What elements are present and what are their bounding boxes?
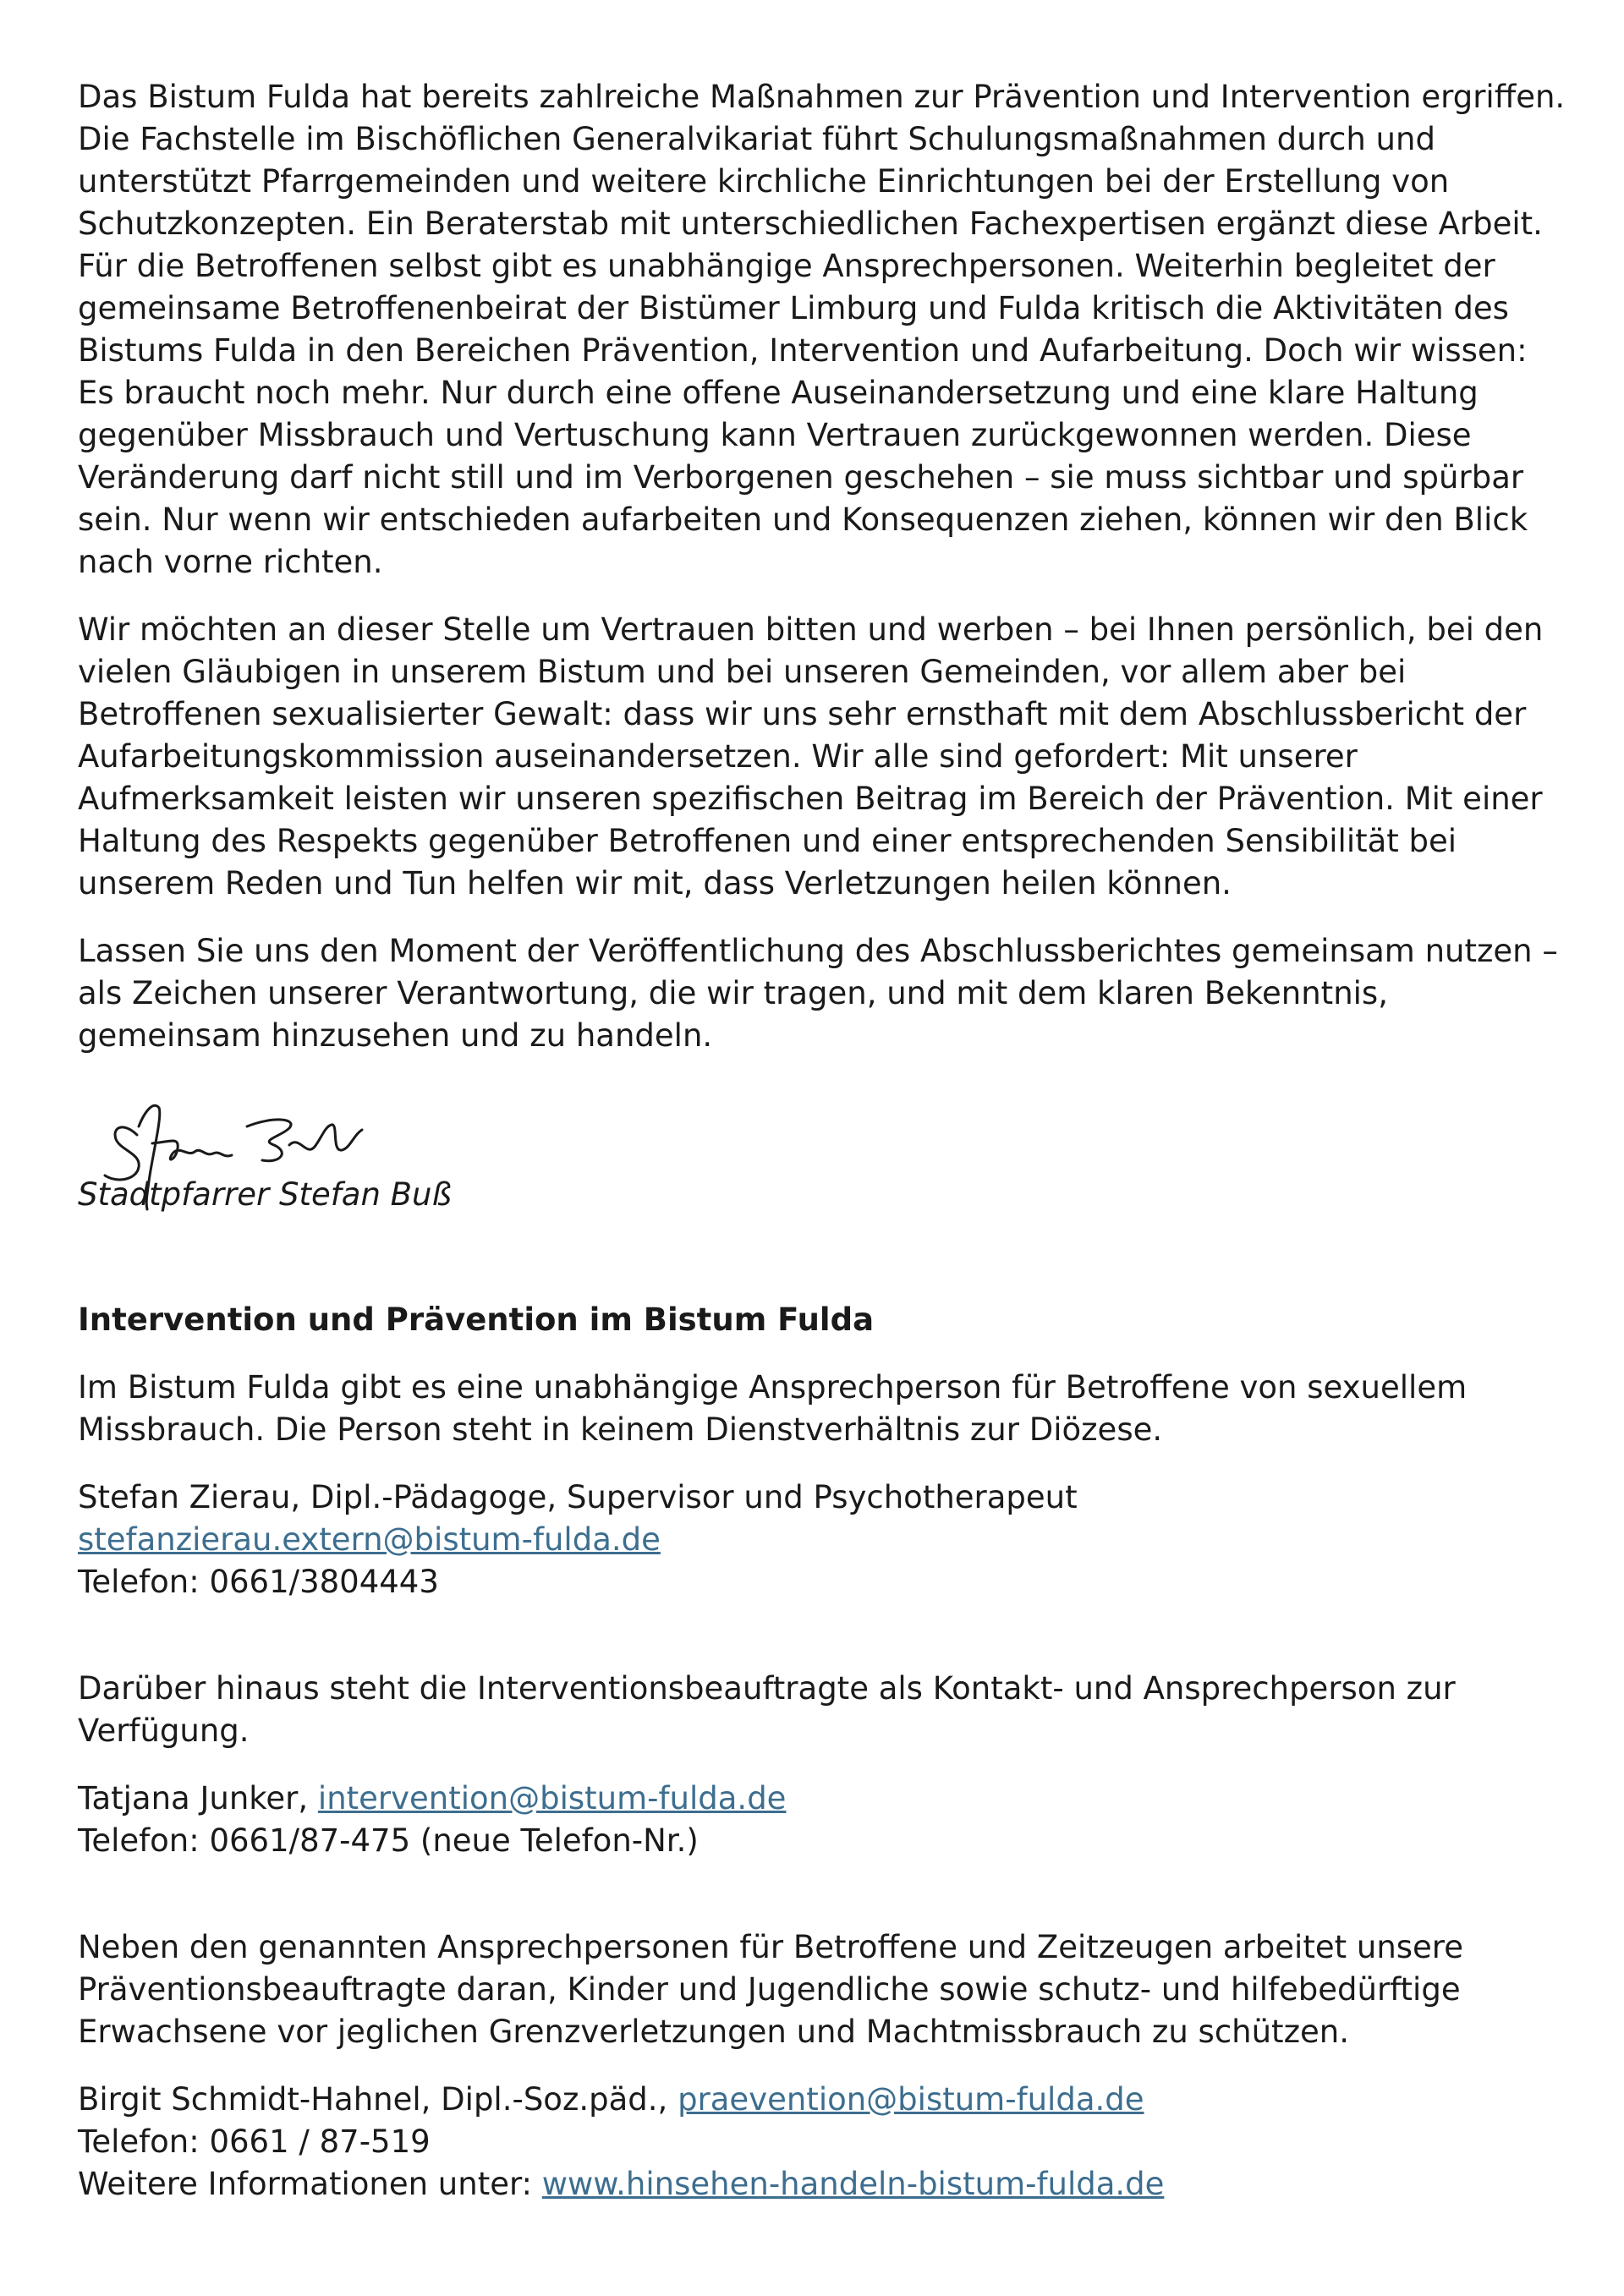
more-info-line <box>78 2163 1566 2206</box>
contact-2-phone: Telefon: 0661/87-475 (neue Telefon-Nr.) <box>78 1822 699 1859</box>
document-page <box>78 76 1566 2206</box>
letter-paragraph-3: Lassen Sie uns den Moment der Veröffentlichung des Abschlussberichtes gemeinsam nutzen – als Zeichen unserer Verantwortung, die wir tragen, und mit dem klaren Bekenntnis, gemeinsam hinzusehen und zu handeln. <box>78 933 1558 1054</box>
contact-3-line <box>78 2079 1566 2121</box>
contact-1-email-line <box>78 1519 1566 1561</box>
contact-1-phone: Telefon: 0661/3804443 <box>78 1564 439 1600</box>
contact-3-phone: Telefon: 0661 / 87-519 <box>78 2123 431 2160</box>
contact-2-email-link[interactable]: intervention@bistum-fulda.de <box>317 1780 787 1817</box>
signer-name: Stadtpfarrer Stefan Buß <box>78 1176 452 1213</box>
intervention-text: Darüber hinaus steht die Interventionsbeauftragte als Kontakt- und Ansprechperson zur Verfügung. <box>78 1670 1456 1749</box>
prevention-text: Neben den genannten Ansprechpersonen für Betroffene und Zeitzeugen arbeitet unsere Präventionsbeauftragte daran, Kinder und Jugendliche sowie schutz- und hilfebedürftige Erwachsene vor jeglichen Grenzverletzungen und Machtmissbrauch zu schützen. <box>78 1929 1463 2050</box>
contact-1-name: Stefan Zierau, Dipl.-Pädagoge, Supervisor und Psychotherapeut <box>78 1479 1078 1515</box>
website-link[interactable]: www.hinsehen-handeln-bistum-fulda.de <box>541 2166 1165 2202</box>
contact-1-email-link[interactable]: stefanzierau.extern@bistum-fulda.de <box>78 1521 661 1558</box>
contact-2-name: Tatjana Junker, <box>78 1780 318 1817</box>
more-info-label: Weitere Informationen unter: <box>78 2166 542 2202</box>
letter-paragraph-1: Das Bistum Fulda hat bereits zahlreiche Maßnahmen zur Prävention und Intervention ergriffen. Die Fachstelle im Bischöflichen Generalvikariat führt Schulungsmaßnahmen durch und unterstützt Pfarrgemeinden und weitere kirchliche Einrichtungen bei der Erstellung von Schutzkonzepten. Ein Beraterstab mit unterschiedlichen Fachexpertisen ergänzt diese Arbeit. Für die Betroffenen selbst gibt es unabhängige Ansprechpersonen. Weiterhin begleitet der gemeinsame Betroffenenbeirat der Bistümer Limburg und Fulda kritisch die Aktivitäten des Bistums Fulda in den Bereichen Prävention, Intervention und Aufarbeitung. Doch wir wissen: Es braucht noch mehr. Nur durch eine offene Auseinandersetzung und eine klare Haltung gegenüber Missbrauch und Vertuschung kann Vertrauen zurückgewonnen werden. Diese Veränderung darf nicht still und im Verborgenen geschehen – sie muss sichtbar und spürbar sein. Nur wenn wir entschieden aufarbeiten und Konsequenzen ziehen, können wir den Blick nach vorne richten. <box>78 79 1566 580</box>
contact-3-email-link[interactable]: praevention@bistum-fulda.de <box>678 2081 1144 2118</box>
contact-3-name: Birgit Schmidt-Hahnel, Dipl.-Soz.päd., <box>78 2081 678 2118</box>
letter-paragraph-2: Wir möchten an dieser Stelle um Vertrauen bitten und werben – bei Ihnen persönlich, bei den vielen Gläubigen in unserem Bistum und bei unseren Gemeinden, vor allem aber bei Betroffenen sexualisierter Gewalt: dass wir uns sehr ernsthaft mit dem Abschlussbericht der Aufarbeitungskommission auseinandersetzen. Wir alle sind gefordert: Mit unserer Aufmerksamkeit leisten wir unseren spezifischen Beitrag im Bereich der Prävention. Mit einer Haltung des Respekts gegenüber Betroffenen und einer entsprechenden Sensibilität bei unserem Reden und Tun helfen wir mit, dass Verletzungen heilen können. <box>78 611 1544 901</box>
info-intro: Im Bistum Fulda gibt es eine unabhängige Ansprechperson für Betroffene von sexuellem Missbrauch. Die Person steht in keinem Dienstverhältnis zur Diözese. <box>78 1369 1468 1448</box>
section-heading: Intervention und Prävention im Bistum Fulda <box>78 1301 875 1338</box>
contact-2-line <box>78 1778 1566 1820</box>
